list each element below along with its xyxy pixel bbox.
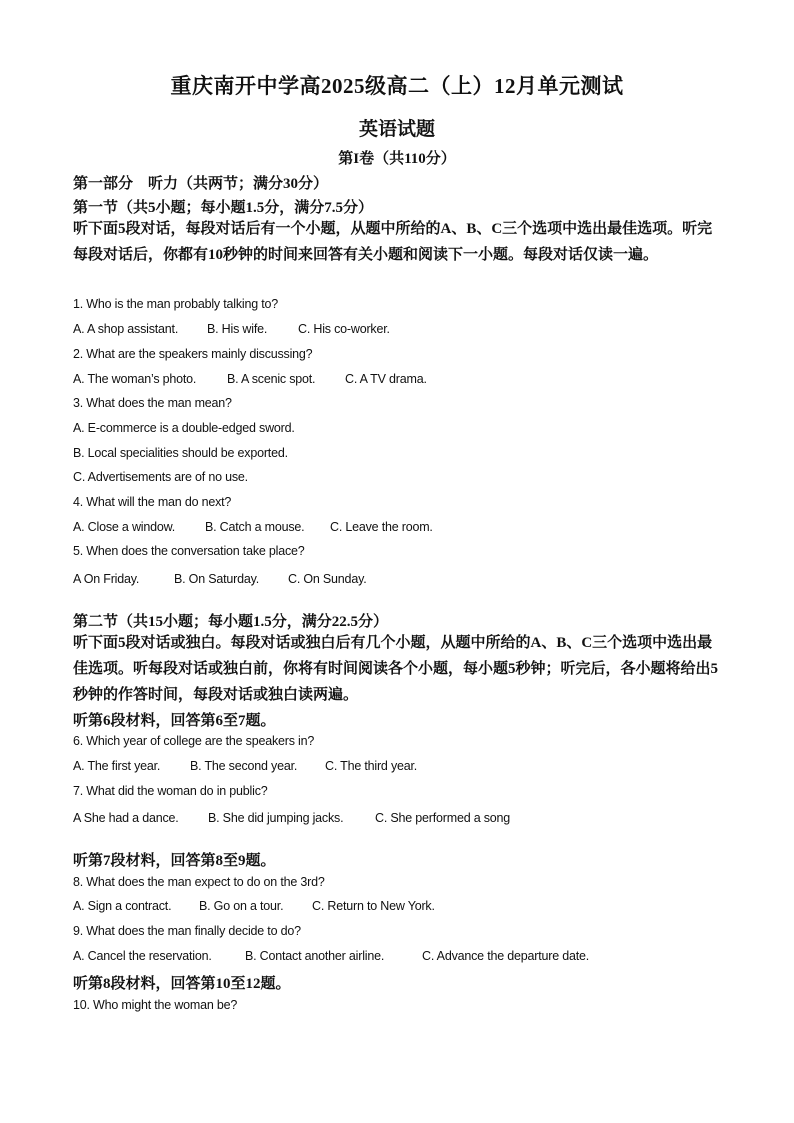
option-c: C. Return to New York. xyxy=(312,899,435,913)
question-8-stem: 8. What does the man expect to do on the 3rd? xyxy=(73,875,325,889)
question-6-options xyxy=(73,759,417,773)
question-5-stem: 5. When does the conversation take place? xyxy=(73,544,305,558)
question-9-options xyxy=(73,949,589,963)
question-7-options xyxy=(73,811,510,825)
option-b: B. His wife. xyxy=(207,322,268,336)
option-a: A. Cancel the reservation. xyxy=(73,949,212,963)
option-b: B. On Saturday. xyxy=(174,572,260,586)
question-3-option-b: B. Local specialities should be exported. xyxy=(73,446,288,460)
question-2-options xyxy=(73,372,427,386)
question-1-options xyxy=(73,322,390,336)
question-10-stem: 10. Who might the woman be? xyxy=(73,998,238,1012)
option-a: A. The woman’s photo. xyxy=(73,372,197,386)
material-7-heading: 听第7段材料，回答第8至9题。 xyxy=(73,853,276,869)
exam-title: 重庆南开中学高2025级高二（上）12月单元测试 xyxy=(170,74,624,98)
material-8-heading: 听第8段材料，回答第10至12题。 xyxy=(73,976,291,992)
question-1-stem: 1. Who is the man probably talking to? xyxy=(73,297,279,311)
section2-heading: 第二节（共15小题；每小题1.5分，满分22.5分） xyxy=(73,614,389,630)
section1-heading: 第一节（共5小题；每小题1.5分，满分7.5分） xyxy=(73,200,374,216)
option-a: A. Close a window. xyxy=(73,520,176,534)
option-a: A On Friday. xyxy=(73,572,140,586)
question-6-stem: 6. Which year of college are the speakers in? xyxy=(73,734,315,748)
question-4-options xyxy=(73,520,433,534)
question-3-option-a: A. E-commerce is a double-edged sword. xyxy=(73,421,295,435)
option-a: A She had a dance. xyxy=(73,811,179,825)
section1-instructions: 听下面5段对话，每段对话后有一个小题，从题中所给的A、B、C三个选项中选出最佳选项。听完每段对话后，你都有10秒钟的时间来回答有关小题和阅读下一小题。每段对话仅读一遍。 xyxy=(73,221,713,263)
option-b: B. A scenic spot. xyxy=(227,372,316,386)
section2-instructions: 听下面5段对话或独白。每段对话或独白后有几个小题，从题中所给的A、B、C三个选项中选出最佳选项。听每段对话或独白前，你将有时间阅读各个小题，每小题5秒钟；听完后，各小题将给出5秒钟的作答时间，每段对话或独白读两遍。 xyxy=(73,635,719,703)
option-b: B. The second year. xyxy=(190,759,298,773)
question-3-option-c: C. Advertisements are of no use. xyxy=(73,470,248,484)
option-b: B. Contact another airline. xyxy=(245,949,385,963)
option-b: B. Catch a mouse. xyxy=(205,520,305,534)
part1-heading: 第一部分 听力（共两节；满分30分） xyxy=(73,176,329,192)
option-c: C. She performed a song xyxy=(375,811,511,825)
option-a: A. The first year. xyxy=(73,759,161,773)
option-b: B. Go on a tour. xyxy=(199,899,284,913)
option-c: C. The third year. xyxy=(325,759,418,773)
question-2-stem: 2. What are the speakers mainly discussing? xyxy=(73,347,313,361)
question-4-stem: 4. What will the man do next? xyxy=(73,495,232,509)
question-5-options xyxy=(73,572,366,586)
question-3-stem: 3. What does the man mean? xyxy=(73,396,232,410)
option-c: C. A TV drama. xyxy=(345,372,427,386)
material-6-heading: 听第6段材料，回答第6至7题。 xyxy=(73,713,276,729)
option-b: B. She did jumping jacks. xyxy=(208,811,344,825)
option-c: C. On Sunday. xyxy=(288,572,367,586)
option-a: A. Sign a contract. xyxy=(73,899,172,913)
option-a: A. A shop assistant. xyxy=(73,322,179,336)
option-c: C. Leave the room. xyxy=(330,520,433,534)
volume-heading: 第I卷（共110分） xyxy=(338,151,456,167)
option-c: C. Advance the departure date. xyxy=(422,949,590,963)
exam-subject: 英语试题 xyxy=(358,119,435,140)
question-7-stem: 7. What did the woman do in public? xyxy=(73,784,268,798)
question-9-stem: 9. What does the man finally decide to do? xyxy=(73,924,301,938)
question-8-options xyxy=(73,899,435,913)
option-c: C. His co-worker. xyxy=(298,322,390,336)
